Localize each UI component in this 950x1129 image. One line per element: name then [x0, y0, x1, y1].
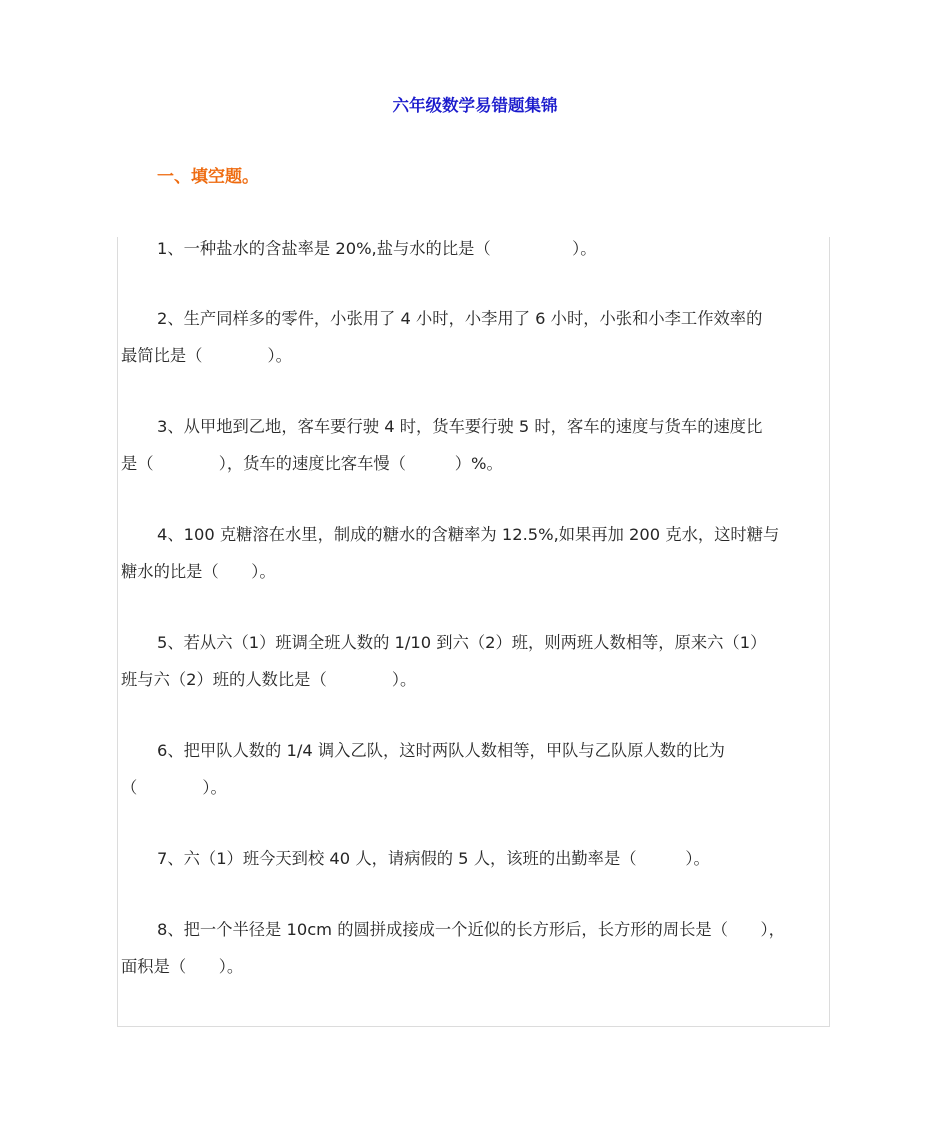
question-7 — [121, 840, 831, 877]
question-6-line-2: （ ）。 — [121, 778, 227, 797]
question-7-line-1: 7、六（1）班今天到校 40 人，请病假的 5 人，该班的出勤率是（ ）。 — [157, 849, 710, 868]
question-2-line-1: 2、生产同样多的零件，小张用了 4 小时，小李用了 6 小时，小张和小李工作效率的 — [157, 309, 763, 328]
question-5 — [121, 624, 831, 698]
document-title: 六年级数学易错题集锦 — [392, 96, 558, 115]
question-2-line-2: 最简比是（ ）。 — [121, 346, 292, 365]
question-3-line-1: 3、从甲地到乙地，客车要行驶 4 时，货车要行驶 5 时，客车的速度与货车的速度比 — [157, 417, 763, 436]
question-6 — [121, 732, 831, 806]
question-8-line-1: 8、把一个半径是 10cm 的圆拼成接成一个近似的长方形后，长方形的周长是（ ）， — [157, 920, 785, 939]
question-4-line-2: 糖水的比是（ ）。 — [121, 562, 276, 581]
section-heading-fill-in-blank: 一、填空题。 — [157, 167, 259, 187]
question-1 — [121, 230, 831, 267]
question-5-line-2: 班与六（2）班的人数比是（ ）。 — [121, 670, 417, 689]
question-4 — [121, 516, 831, 590]
question-8-line-2: 面积是（ ）。 — [121, 957, 244, 976]
question-6-line-1: 6、把甲队人数的 1/4 调入乙队，这时两队人数相等，甲队与乙队原人数的比为 — [157, 741, 725, 760]
question-3 — [121, 408, 831, 482]
question-4-line-1: 4、100 克糖溶在水里，制成的糖水的含糖率为 12.5%,如果再加 200 克水，这时糖与 — [157, 525, 780, 544]
question-5-line-1: 5、若从六（1）班调全班人数的 1/10 到六（2）班，则两班人数相等，原来六（1） — [157, 633, 767, 652]
question-1-line-1: 1、一种盐水的含盐率是 20%,盐与水的比是（ ）。 — [157, 239, 597, 258]
question-2 — [121, 300, 831, 374]
question-3-line-2: 是（ ），货车的速度比客车慢（ ）%。 — [121, 454, 503, 473]
question-8 — [121, 911, 831, 985]
